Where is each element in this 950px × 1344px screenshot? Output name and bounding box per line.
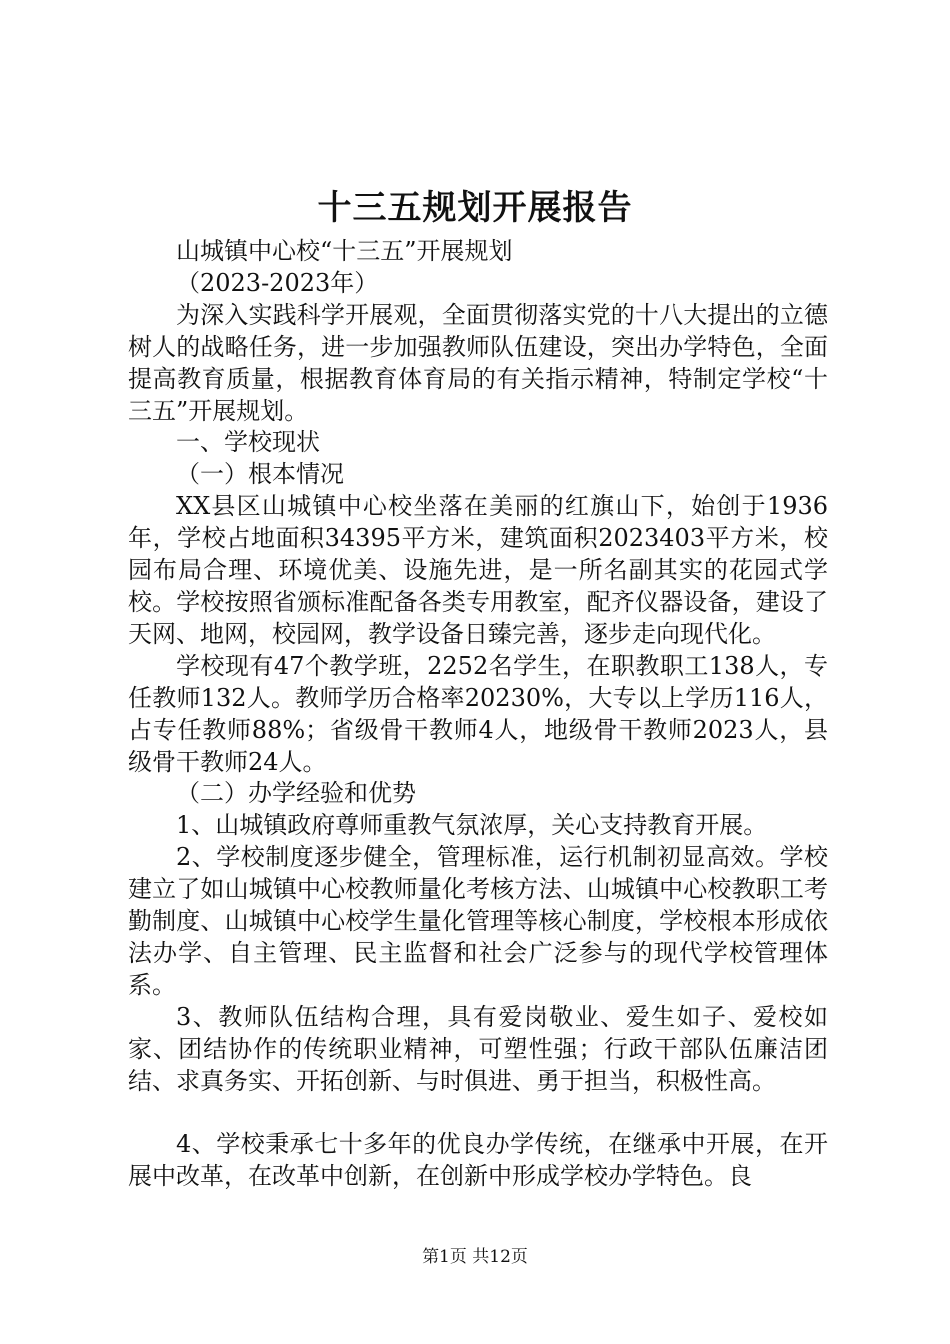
section-heading: 一、学校现状 xyxy=(176,428,320,457)
subsection-heading: （二）办学经验和优势 xyxy=(176,779,416,808)
intro-paragraph: 为深入实践科学开展观，全面贯彻落实党的十八大提出的立德树人的战略任务，进一步加强教师队伍建设，突出办学特色，全面提高教育质量，根据教育体育局的有关指示精神，特制定学校“十三五”开展规划。 xyxy=(128,300,828,425)
list-item: 1、山城镇政府尊师重教气氛浓厚，关心支持教育开展。 xyxy=(176,811,768,840)
document-body xyxy=(128,236,828,1193)
page-footer: 第1页 共12页 xyxy=(422,1247,528,1267)
staff-statistics-paragraph: 学校现有47个教学班，2252名学生，在职教职工138人，专任教师132人。教师学历合格率20230%，大专以上学历116人，占专任教师88%；省级骨干教师4人，地级骨干教师2023人，县级骨干教师24人。 xyxy=(128,651,828,776)
list-item: 3、教师队伍结构合理，具有爱岗敬业、爱生如子、爱校如家、团结协作的传统职业精神，可塑性强；行政干部队伍廉洁团结、求真务实、开拓创新、与时俱进、勇于担当，积极性高。 xyxy=(128,1002,828,1095)
list-item: 2、学校制度逐步健全，管理标准，运行机制初显高效。学校建立了如山城镇中心校教师量化考核方法、山城镇中心校教职工考勤制度、山城镇中心校学生量化管理等核心制度，学校根本形成依法办学、自主管理、民主监督和社会广泛参与的现代学校管理体系。 xyxy=(128,843,828,999)
school-overview-paragraph: XX县区山城镇中心校坐落在美丽的红旗山下，始创于1936年，学校占地面积34395平方米，建筑面积2023403平方米，校园布局合理、环境优美、设施先进，是一所名副其实的花园式学校。学校按照省颁标准配备各类专用教室，配齐仪器设备，建设了天网、地网，校园网，教学设备日臻完善，逐步走向现代化。 xyxy=(128,492,828,648)
document-title: 十三五规划开展报告 xyxy=(317,188,633,228)
plan-period-paragraph: （2023-2023年） xyxy=(176,268,379,297)
subsection-heading: （一）根本情况 xyxy=(176,460,344,489)
plan-name-paragraph: 山城镇中心校“十三五”开展规划 xyxy=(176,237,513,265)
list-item: 4、学校秉承七十多年的优良办学传统，在继承中开展，在开展中改革，在改革中创新，在创新中形成学校办学特色。良 xyxy=(128,1130,828,1191)
